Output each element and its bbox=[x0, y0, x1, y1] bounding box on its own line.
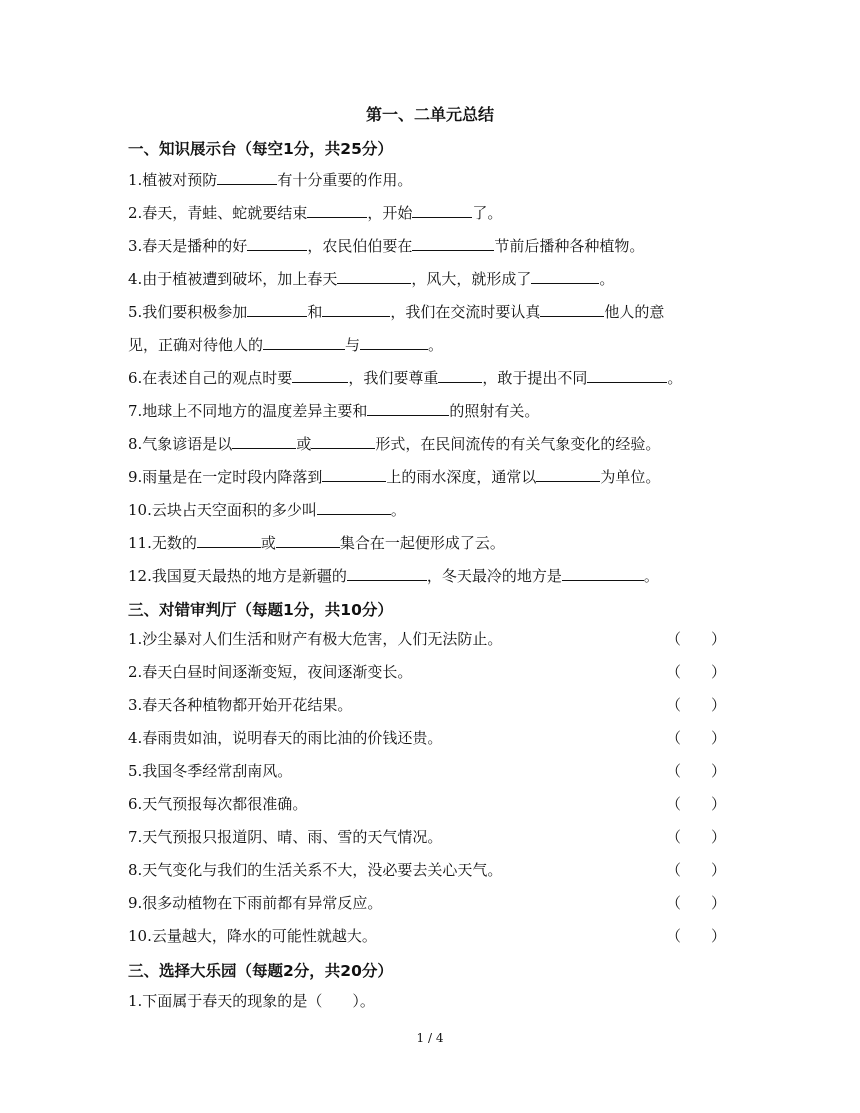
section-heading-multiple-choice: 三、选择大乐园（每题2分，共20分） bbox=[128, 962, 393, 980]
answer-parentheses[interactable]: （ ） bbox=[666, 861, 727, 879]
answer-blank[interactable] bbox=[347, 566, 427, 581]
fill-question-7 bbox=[128, 401, 539, 421]
question-text: 集合在一起便形成了云。 bbox=[339, 534, 505, 552]
tf-question-8: 8.天气变化与我们的生活关系不大，没必要去关心天气。 bbox=[128, 861, 503, 879]
question-text: 10.云块占天空面积的多少叫 bbox=[128, 501, 317, 519]
fill-question-3 bbox=[128, 236, 644, 256]
answer-parentheses[interactable]: （ ） bbox=[666, 762, 727, 780]
question-text: 上的雨水深度，通常以 bbox=[386, 468, 537, 486]
answer-blank[interactable] bbox=[263, 335, 345, 350]
answer-parentheses[interactable]: （ ） bbox=[666, 696, 727, 714]
answer-blank[interactable] bbox=[438, 368, 482, 383]
answer-blank[interactable] bbox=[247, 302, 307, 317]
question-text: 。 bbox=[643, 567, 659, 585]
question-text: 节前后播种各种植物。 bbox=[494, 237, 645, 255]
fill-question-12 bbox=[128, 566, 659, 586]
answer-parentheses[interactable]: （ ） bbox=[666, 630, 727, 648]
question-text: 或 bbox=[296, 435, 312, 453]
tf-question-6: 6.天气预报每次都很准确。 bbox=[128, 795, 308, 813]
question-text: ，冬天最冷的地方是 bbox=[426, 567, 562, 585]
question-text: 。 bbox=[667, 369, 683, 387]
question-text: 1.植被对预防 bbox=[128, 171, 218, 189]
tf-question-7: 7.天气预报只报道阴、晴、雨、雪的天气情况。 bbox=[128, 828, 443, 846]
answer-blank[interactable] bbox=[307, 203, 367, 218]
fill-question-9 bbox=[128, 467, 660, 487]
page-title: 第一、二单元总结 bbox=[365, 105, 494, 124]
question-text: 他人的意 bbox=[604, 303, 665, 321]
answer-blank[interactable] bbox=[322, 302, 390, 317]
fill-question-1 bbox=[128, 170, 412, 190]
answer-parentheses[interactable]: （ ） bbox=[666, 828, 727, 846]
question-text: 的照射有关。 bbox=[449, 402, 540, 420]
answer-blank[interactable] bbox=[536, 467, 600, 482]
fill-question-6 bbox=[128, 368, 682, 388]
fill-question-5-cont bbox=[128, 335, 443, 355]
tf-question-1: 1.沙尘暴对人们生活和财产有极大危害，人们无法防止。 bbox=[128, 630, 503, 648]
question-text: 12.我国夏天最热的地方是新疆的 bbox=[128, 567, 347, 585]
answer-blank[interactable] bbox=[292, 368, 348, 383]
question-text: ，我们在交流时要认真 bbox=[390, 303, 541, 321]
answer-blank[interactable] bbox=[337, 269, 411, 284]
question-text: 。 bbox=[428, 336, 444, 354]
answer-blank[interactable] bbox=[367, 401, 449, 416]
question-text: 与 bbox=[345, 336, 361, 354]
question-text: 或 bbox=[260, 534, 276, 552]
question-text: ，农民伯伯要在 bbox=[307, 237, 413, 255]
question-text: ，敢于提出不同 bbox=[482, 369, 588, 387]
answer-blank[interactable] bbox=[276, 533, 340, 548]
answer-blank[interactable] bbox=[247, 236, 307, 251]
question-text: 9.雨量是在一定时段内降落到 bbox=[128, 468, 323, 486]
question-text: ，风大，就形成了 bbox=[411, 270, 532, 288]
answer-blank[interactable] bbox=[217, 170, 277, 185]
fill-question-8 bbox=[128, 434, 660, 454]
question-text: 了。 bbox=[472, 204, 503, 222]
tf-question-2: 2.春天白昼时间逐渐变短，夜间逐渐变长。 bbox=[128, 663, 413, 681]
answer-blank[interactable] bbox=[412, 203, 472, 218]
tf-question-4: 4.春雨贵如油，说明春天的雨比油的价钱还贵。 bbox=[128, 729, 443, 747]
question-text: ，开始 bbox=[367, 204, 413, 222]
fill-question-10 bbox=[128, 500, 406, 520]
fill-question-4 bbox=[128, 269, 614, 289]
tf-question-3: 3.春天各种植物都开始开花结果。 bbox=[128, 696, 353, 714]
answer-blank[interactable] bbox=[360, 335, 428, 350]
question-text: 5.我们要积极参加 bbox=[128, 303, 248, 321]
answer-blank[interactable] bbox=[197, 533, 261, 548]
answer-blank[interactable] bbox=[587, 368, 667, 383]
question-text: 见，正确对待他人的 bbox=[128, 336, 264, 354]
page-number: 1 / 4 bbox=[416, 1031, 444, 1045]
question-text: 形式，在民间流传的有关气象变化的经验。 bbox=[375, 435, 661, 453]
answer-parentheses[interactable]: （ ） bbox=[666, 729, 727, 747]
tf-question-9: 9.很多动植物在下雨前都有异常反应。 bbox=[128, 894, 383, 912]
tf-question-10: 10.云量越大，降水的可能性就越大。 bbox=[128, 927, 377, 945]
answer-parentheses[interactable]: （ ） bbox=[666, 894, 727, 912]
answer-blank[interactable] bbox=[412, 236, 494, 251]
answer-parentheses[interactable]: （ ） bbox=[666, 663, 727, 681]
question-text: 6.在表述自己的观点时要 bbox=[128, 369, 293, 387]
question-text: ，我们要尊重 bbox=[348, 369, 439, 387]
question-text: 和 bbox=[307, 303, 323, 321]
answer-blank[interactable] bbox=[232, 434, 296, 449]
question-text: 7.地球上不同地方的温度差异主要和 bbox=[128, 402, 368, 420]
answer-blank[interactable] bbox=[317, 500, 391, 515]
answer-blank[interactable] bbox=[311, 434, 375, 449]
question-text: 。 bbox=[599, 270, 615, 288]
question-text: 。 bbox=[390, 501, 406, 519]
answer-blank[interactable] bbox=[322, 467, 386, 482]
answer-parentheses[interactable]: （ ） bbox=[666, 927, 727, 945]
section-heading-true-false: 三、对错审判厅（每题1分，共10分） bbox=[128, 601, 393, 619]
question-text: 8.气象谚语是以 bbox=[128, 435, 233, 453]
fill-question-11 bbox=[128, 533, 505, 553]
question-text: 有十分重要的作用。 bbox=[277, 171, 413, 189]
section-heading-knowledge: 一、知识展示台（每空1分，共25分） bbox=[128, 140, 393, 158]
question-text: 为单位。 bbox=[600, 468, 661, 486]
question-text: 11.无数的 bbox=[128, 534, 197, 552]
answer-parentheses[interactable]: （ ） bbox=[666, 795, 727, 813]
answer-blank[interactable] bbox=[540, 302, 604, 317]
answer-blank[interactable] bbox=[531, 269, 599, 284]
mc-question-1: 1.下面属于春天的现象的是（ ）。 bbox=[128, 992, 375, 1010]
fill-question-5 bbox=[128, 302, 664, 322]
question-text: 4.由于植被遭到破坏，加上春天 bbox=[128, 270, 338, 288]
question-text: 3.春天是播种的好 bbox=[128, 237, 248, 255]
tf-question-5: 5.我国冬季经常刮南风。 bbox=[128, 762, 293, 780]
question-text: 2.春天，青蛙、蛇就要结束 bbox=[128, 204, 308, 222]
fill-question-2 bbox=[128, 203, 502, 223]
answer-blank[interactable] bbox=[562, 566, 644, 581]
